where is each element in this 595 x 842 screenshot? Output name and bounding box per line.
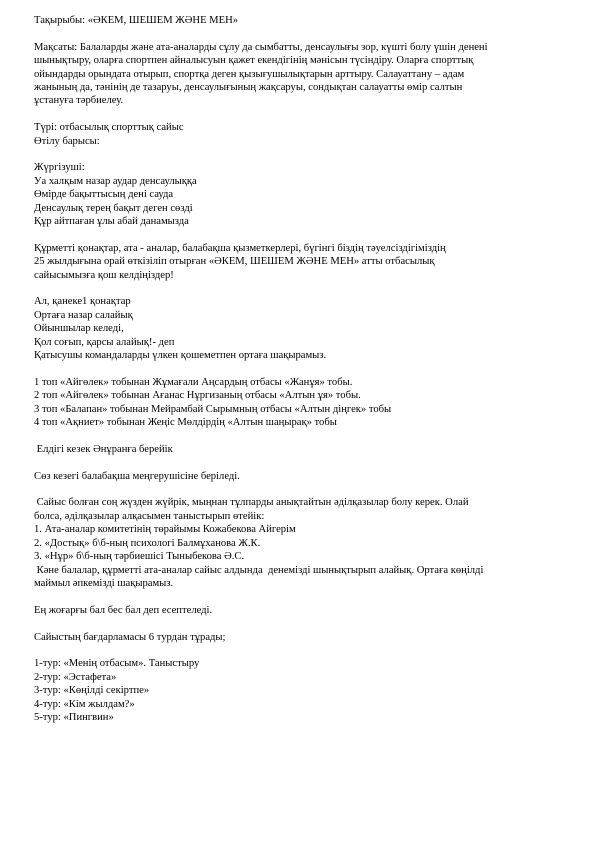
round-item: 5-тур: «Пингвин»: [34, 711, 114, 723]
round-item: 4-тур: «Кім жылдам?»: [34, 698, 135, 710]
round-item: 2-тур: «Эстафета»: [34, 671, 117, 683]
poem-line: Өмірде бақыттысың дені сауда: [34, 189, 174, 201]
host-label: Жүргізуші:: [34, 162, 85, 174]
document-page: [34, 14, 564, 724]
poem-line: Құр айтпаған ұлы абай данамызда: [34, 216, 189, 228]
team-item: 2 топ «Айгөлек» тобынан Ағанас Нұргизаның отбасы «Алтын ұя» тобы.: [34, 390, 361, 402]
jury-member: 3. «Нұр» б\б-ның тәрбиешісі Тыныбекова Ә.С.: [34, 551, 245, 563]
document-topic: Тақырыбы: «ӘКЕМ, ШЕШЕМ ЖӘНЕ МЕН»: [34, 15, 239, 26]
word-line: Сөз кезегі балабақша меңгерушісіне беріледі.: [34, 470, 240, 482]
jury-line: Кәне балалар, құрметті ата-аналар сайыс алдында денемізді шынықтырып алайық. Ортаға көңілді: [34, 564, 484, 576]
poem: [34, 175, 564, 229]
program-intro: Сайыстың бағдарламасы 6 турдан тұрады;: [34, 631, 226, 643]
team-item: 4 топ «Ақниет» тобынан Жеңіс Мөлдірдің «Алтын шаңырақ» тобы: [34, 417, 337, 429]
greeting-line: сайысымызға қош келдіңіздер!: [34, 269, 174, 281]
jury-line: Сайыс болған соң жүзден жүйрік, мыңнан тұлпарды анықтайтын әділқазылар болу керек. Олай: [34, 497, 469, 509]
poem-line: Денсаулық терең бақыт деген сөзді: [34, 202, 193, 214]
jury-member: 1. Ата-аналар комитетінің төрайымы Кожабекова Айгерім: [34, 524, 296, 536]
goal-line: ұстануға тәрбиелеу.: [34, 95, 124, 107]
teams-list: [34, 376, 564, 430]
team-item: 1 топ «Айгөлек» тобынан Жұмағали Аңсардың отбасы «Жанұя» тобы.: [34, 376, 353, 388]
goal-line: ойындарды орындата отырып, спортқа деген қызығушылықтарын арттыру. Салауаттану – адам: [34, 68, 465, 80]
type-line: Түрі: отбасылық спорттық сайыс: [34, 122, 184, 134]
poem-line: Уа халқым назар аудар денсаулыққа: [34, 175, 197, 187]
goal-line: Мақсаты: Балаларды және ата-аналарды сұлу да сымбатты, денсаулығы зор, күшті болу үшін денені: [34, 41, 488, 53]
greeting-line: 25 жылдығына орай өткізіліп отырған «ӘКЕМ, ШЕШЕМ ЖӘНЕ МЕН» атты отбасылық: [34, 256, 435, 268]
invite-line: Қатысушы командаларды үлкен қошеметпен ортаға шақырамыз.: [34, 350, 327, 362]
invite-line: Ортаға назар салайық: [34, 309, 133, 321]
invite-paragraph: [34, 295, 564, 362]
anthem-line: Елдігі кезек Әнұранға берейік: [34, 443, 173, 455]
round-item: 3-тур: «Көңілді секіртпе»: [34, 685, 150, 697]
goal-line: шынықтыру, оларға спортпен айналысуын қажет екендігінің мәнісын түсіндіру. Оларға спорттық: [34, 55, 474, 67]
score-line: Ең жоғарғы бал бес бал деп есептеледі.: [34, 604, 213, 616]
goal-line: жанының да, тәнінің де тазаруы, денсаулығының жақсаруы, сондықтан салауатты өмір салтын: [34, 82, 463, 94]
invite-line: Қол соғып, қарсы алайық!- деп: [34, 336, 175, 348]
greeting-paragraph: [34, 242, 564, 282]
jury-paragraph: [34, 496, 564, 590]
jury-line: маймыл әпкемізді шақырамыз.: [34, 577, 174, 589]
invite-line: Ойыншылар келеді,: [34, 323, 124, 335]
round-item: 1-тур: «Менің отбасым». Таныстыру: [34, 658, 200, 670]
greeting-line: Құрметті қонақтар, ата - аналар, балабақша қызметкерлері, бүгінгі біздің тәуелсіздігімiздің: [34, 242, 446, 254]
rounds-list: [34, 657, 564, 724]
invite-line: Ал, қанеке1 қонақтар: [34, 296, 131, 308]
progress-line: Өтілу барысы:: [34, 135, 100, 147]
jury-member: 2. «Достық» б\б-ның психологі Балмұханова Ж.К.: [34, 537, 261, 549]
jury-line: болса, әділқазылар алқасымен таныстырып өтейік:: [34, 510, 265, 522]
team-item: 3 топ «Балапан» тобынан Мейрамбай Сырымның отбасы «Алтын діңгек» тобы: [34, 403, 392, 415]
goal-paragraph: [34, 41, 564, 108]
